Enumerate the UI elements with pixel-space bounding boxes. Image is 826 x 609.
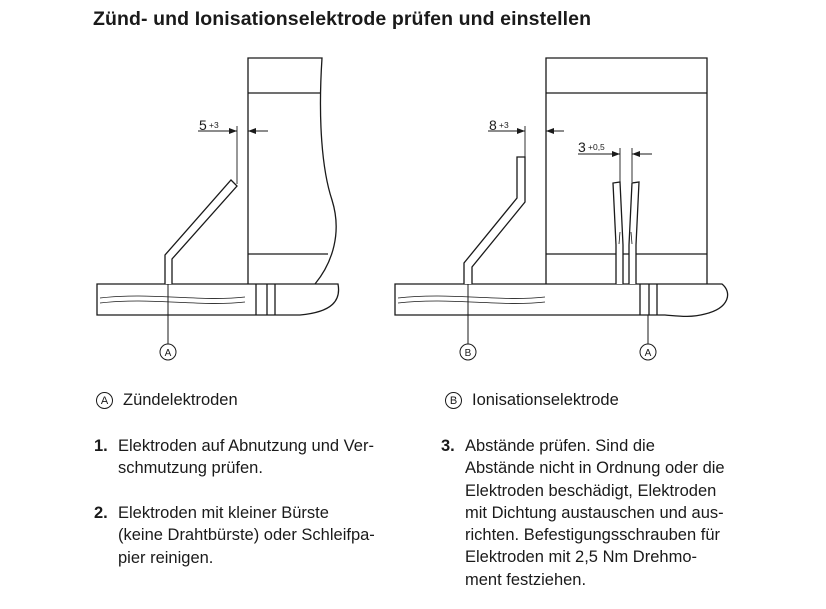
step-1 (94, 435, 374, 480)
right-dimension1-main: 8 (489, 117, 497, 133)
step-3 (441, 435, 725, 591)
right-callout-b: B (464, 348, 472, 359)
step-2-number: 2. (94, 504, 108, 522)
left-callout-a: A (164, 348, 172, 359)
right-dimension2-main: 3 (578, 139, 586, 155)
right-burner-body (546, 58, 707, 284)
ionisation-electrode (464, 157, 525, 284)
right-callout-a: A (644, 348, 652, 359)
right-dimension2-tolerance: +0,5 (588, 142, 605, 152)
left-dimension-main: 5 (199, 117, 207, 133)
right-figure (395, 58, 728, 344)
right-dimension1-tolerance: +3 (499, 120, 509, 130)
step-3-number: 3. (441, 437, 455, 455)
left-dimension-tolerance: +3 (209, 120, 219, 130)
step-3-text: Abstände prüfen. Sind die Abstände nicht in Ordnung oder die Elektroden beschädigt, Elektroden mit Dichtung austauschen und aus- richten. Befestigungsschrauben für Elektroden mit 2,5 Nm Drehmo- ment festziehen. (465, 437, 725, 589)
ignition-electrode-left (613, 182, 623, 284)
left-base-plate (97, 284, 339, 315)
step-2 (94, 502, 375, 569)
legend-label-b: Ionisationselektrode (472, 391, 619, 409)
legend-item-a (96, 391, 238, 410)
page-title: Zünd- und Ionisationselektrode prüfen und einstellen (93, 8, 592, 30)
legend-label-a: Zündelektroden (123, 391, 238, 409)
right-base-plate (395, 284, 728, 316)
left-electrode (165, 180, 237, 284)
legend-letter-b: B (445, 392, 462, 409)
legend-letter-a: A (96, 392, 113, 409)
step-1-number: 1. (94, 437, 108, 455)
step-1-text: Elektroden auf Abnutzung und Ver- schmutzung prüfen. (118, 437, 374, 478)
left-burner-body (248, 58, 336, 284)
legend-item-b (445, 391, 619, 410)
left-figure (97, 58, 339, 344)
ignition-electrode-right (629, 182, 639, 284)
step-2-text: Elektroden mit kleiner Bürste (keine Drahtbürste) oder Schleifpa- pier reinigen. (118, 504, 375, 567)
